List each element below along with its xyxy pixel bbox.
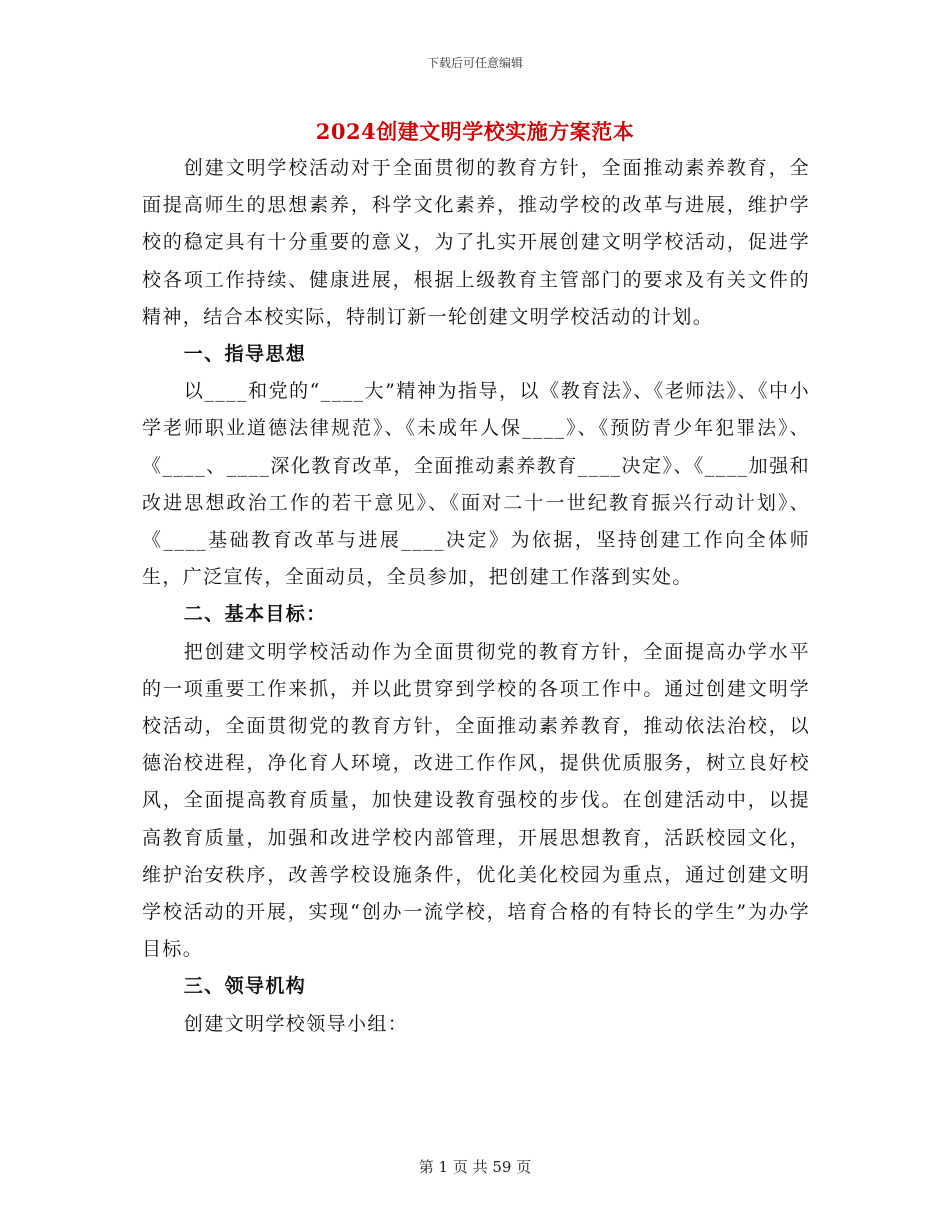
- document-title: 2024创建文明学校实施方案范本: [315, 119, 635, 144]
- section-heading-basic-goals: 二、基本目标：: [183, 603, 327, 626]
- page-number: 第 1 页 共 59 页: [418, 1158, 532, 1176]
- section-heading-leadership: 三、领导机构: [183, 975, 307, 998]
- section-paragraph-guiding-ideology: 以____和党的“____大”精神为指导，以《教育法》、《老师法》、《中小学老师职业道德法律规范》、《未成年人保____》、《预防青少年犯罪法》、《____、____深化教育改革，全面推动素养教育____决定》、《____加强和改进思想政治工作的若干意见》、《面对二十一世纪教育振兴行动计划》、《____基础教育改革与进展____决定》为依据，坚持创建工作向全体师生，广泛宣传，全面动员，全员参加，把创建工作落到实处。: [142, 380, 810, 589]
- section-paragraph-leadership: 创建文明学校领导小组：: [183, 1012, 409, 1035]
- section-heading-guiding-ideology: 一、指导思想: [183, 343, 307, 366]
- header-note: 下载后可任意编辑: [426, 56, 523, 70]
- intro-paragraph: 创建文明学校活动对于全面贯彻的教育方针，全面推动素养教育，全面提高师生的思想素养，科学文化素养，推动学校的改革与进展，维护学校的稳定具有十分重要的意义，为了扎实开展创建文明学校活动，促进学校各项工作持续、健康进展，根据上级教育主管部门的要求及有关文件的精神，结合本校实际，特制订新一轮创建文明学校活动的计划。: [142, 157, 810, 328]
- document-body: [142, 150, 810, 1043]
- section-paragraph-basic-goals: 把创建文明学校活动作为全面贯彻党的教育方针，全面提高办学水平的一项重要工作来抓，并以此贯穿到学校的各项工作中。通过创建文明学校活动，全面贯彻党的教育方针，全面推动素养教育，推动依法治校，以德治校进程，净化育人环境，改进工作作风，提供优质服务，树立良好校风，全面提高教育质量，加快建设教育强校的步伐。在创建活动中，以提高教育质量，加强和改进学校内部管理，开展思想教育，活跃校园文化，维护治安秩序，改善学校设施条件，优化美化校园为重点，通过创建文明学校活动的开展，实现“创办一流学校，培育合格的有特长的学生”为办学目标。: [142, 640, 810, 961]
